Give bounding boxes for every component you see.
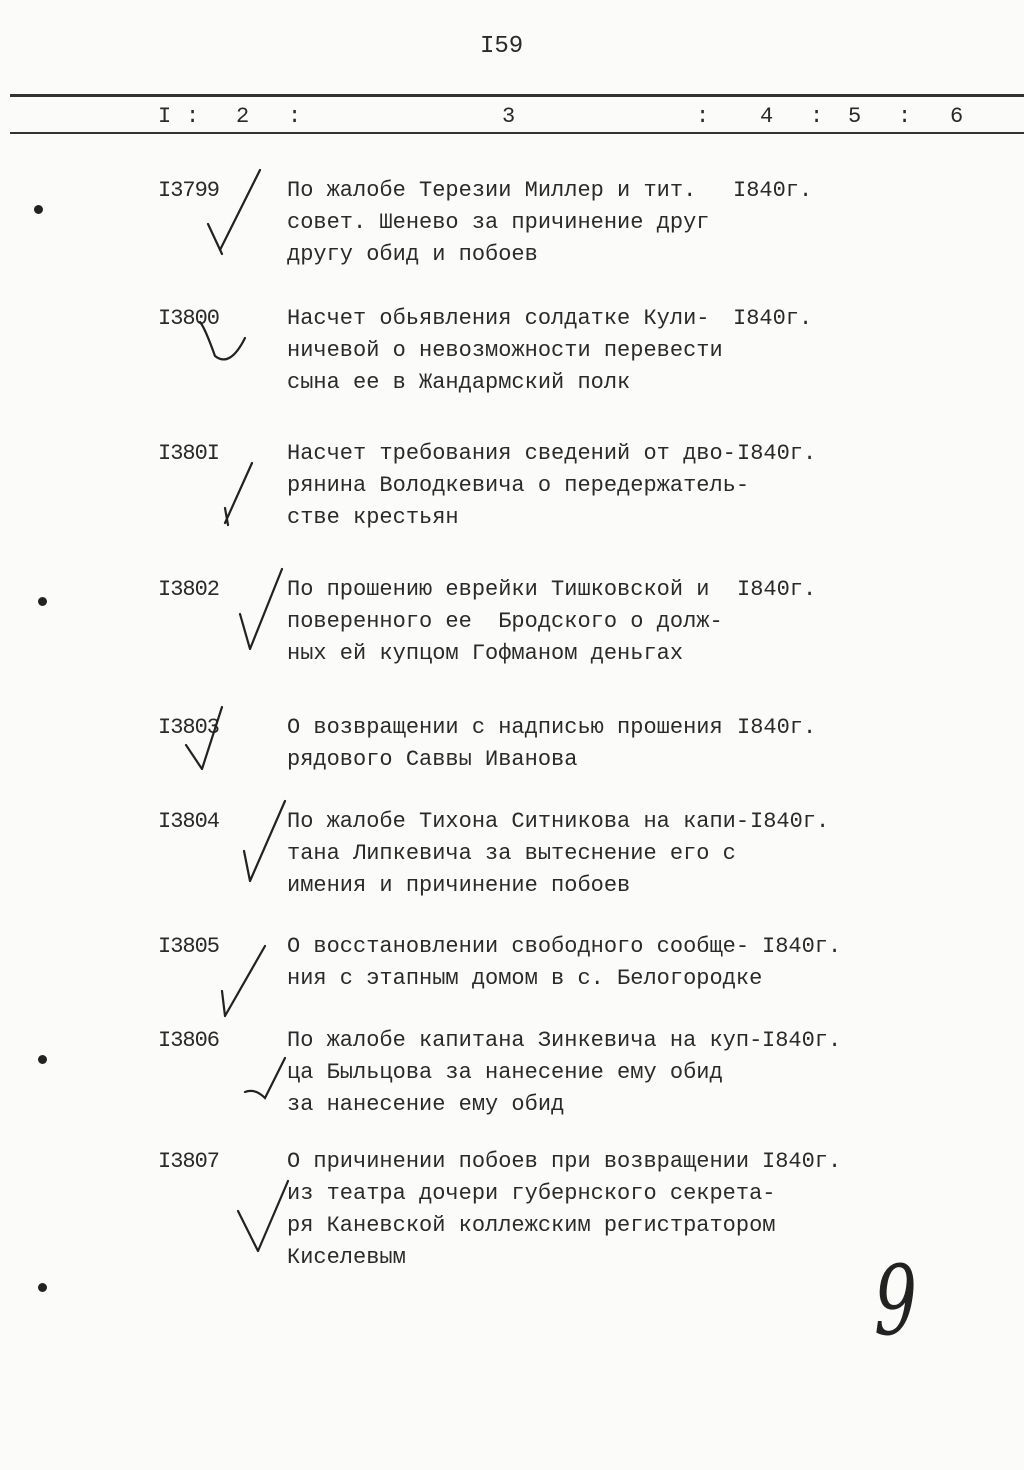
entry-number: I3800: [158, 306, 220, 331]
entry-year: I840г.: [762, 934, 842, 959]
column-header-1: I: [158, 104, 172, 129]
entry-number: I3799: [158, 178, 220, 203]
entry-description-line: Насчет обьявления солдатке Кули-: [287, 306, 710, 331]
entry-description-line: По жалобе капитана Зинкевича на куп-: [287, 1028, 763, 1053]
entry-number: I3802: [158, 577, 220, 602]
entry-description-line: за нанесение ему обид: [287, 1092, 565, 1117]
handwritten-page-mark: 9: [874, 1245, 917, 1357]
entry-year: I840г.: [733, 306, 813, 331]
entry-number: I380I: [158, 441, 220, 466]
entry-number: I3806: [158, 1028, 220, 1053]
entry-description-line: тана Липкевича за вытеснение его с: [287, 841, 736, 866]
checkmark-icon: [200, 170, 300, 290]
checkmark-icon: [200, 433, 300, 553]
entry-year: I840г.: [733, 178, 813, 203]
entry-year: I840г.: [737, 441, 817, 466]
column-header-3: 3: [502, 104, 516, 129]
entry-description-line: О возвращении с надписью прошения: [287, 715, 723, 740]
entry-description-line: ца Быльцова за нанесение ему обид: [287, 1060, 723, 1085]
entry-description-line: другу обид и побоев: [287, 242, 538, 267]
page-number: I59: [480, 33, 524, 60]
entry-description-line: О восстановлении свободного сообще-: [287, 934, 750, 959]
entry-description-line: ния с этапным домом в с. Белогородке: [287, 966, 763, 991]
entry-number: I3804: [158, 809, 220, 834]
checkmark-icon: [200, 569, 300, 689]
entry-description-line: Насчет требования сведений от дво-: [287, 441, 736, 466]
column-separator: :: [186, 104, 200, 129]
column-header-6: 6: [950, 104, 964, 129]
column-separator: :: [810, 104, 824, 129]
entry-number: I3803: [158, 715, 220, 740]
punch-hole-mark: [34, 205, 43, 214]
entry-description-line: ных ей купцом Гофманом деньгах: [287, 641, 684, 666]
entry-number: I3807: [158, 1149, 220, 1174]
entry-year: I840г.: [737, 577, 817, 602]
entry-description-line: По жалобе Тихона Ситникова на капи-: [287, 809, 750, 834]
punch-hole-mark: [38, 1055, 47, 1064]
column-header-5: 5: [848, 104, 862, 129]
entry-description-line: рянина Володкевича о передержатель-: [287, 473, 750, 498]
entry-description-line: поверенного ее Бродского о долж-: [287, 609, 723, 634]
entry-description-line: Киселевым: [287, 1245, 406, 1270]
entry-year: I840г.: [762, 1149, 842, 1174]
entry-year: I840г.: [750, 809, 830, 834]
entry-description-line: ничевой о невозможности перевести: [287, 338, 723, 363]
entry-year: I840г.: [762, 1028, 842, 1053]
checkmark-icon: [200, 801, 300, 921]
entry-description-line: По жалобе Терезии Миллер и тит.: [287, 178, 697, 203]
entry-description-line: сына ее в Жандармский полк: [287, 370, 631, 395]
column-separator: :: [898, 104, 912, 129]
entry-description-line: О причинении побоев при возвращении: [287, 1149, 750, 1174]
entry-description-line: имения и причинение побоев: [287, 873, 631, 898]
header-top-rule: [10, 94, 1024, 97]
checkmark-icon: [200, 1141, 300, 1261]
checkmark-icon: [200, 298, 300, 418]
entry-description-line: рядового Саввы Иванова: [287, 747, 578, 772]
column-separator: :: [696, 104, 710, 129]
entry-description-line: из театра дочери губернского секрета-: [287, 1181, 776, 1206]
punch-hole-mark: [38, 1283, 47, 1292]
entry-description-line: совет. Шенево за причинение друг: [287, 210, 710, 235]
entry-description-line: По прошению еврейки Тишковской и: [287, 577, 710, 602]
punch-hole-mark: [38, 597, 47, 606]
entry-number: I3805: [158, 934, 220, 959]
entry-description-line: стве крестьян: [287, 505, 459, 530]
column-separator: :: [288, 104, 302, 129]
column-header-2: 2: [236, 104, 250, 129]
column-header-4: 4: [760, 104, 774, 129]
header-bottom-rule: [10, 132, 1024, 134]
entry-description-line: ря Каневской коллежским регистратором: [287, 1213, 776, 1238]
entry-year: I840г.: [737, 715, 817, 740]
checkmark-icon: [200, 1020, 300, 1140]
